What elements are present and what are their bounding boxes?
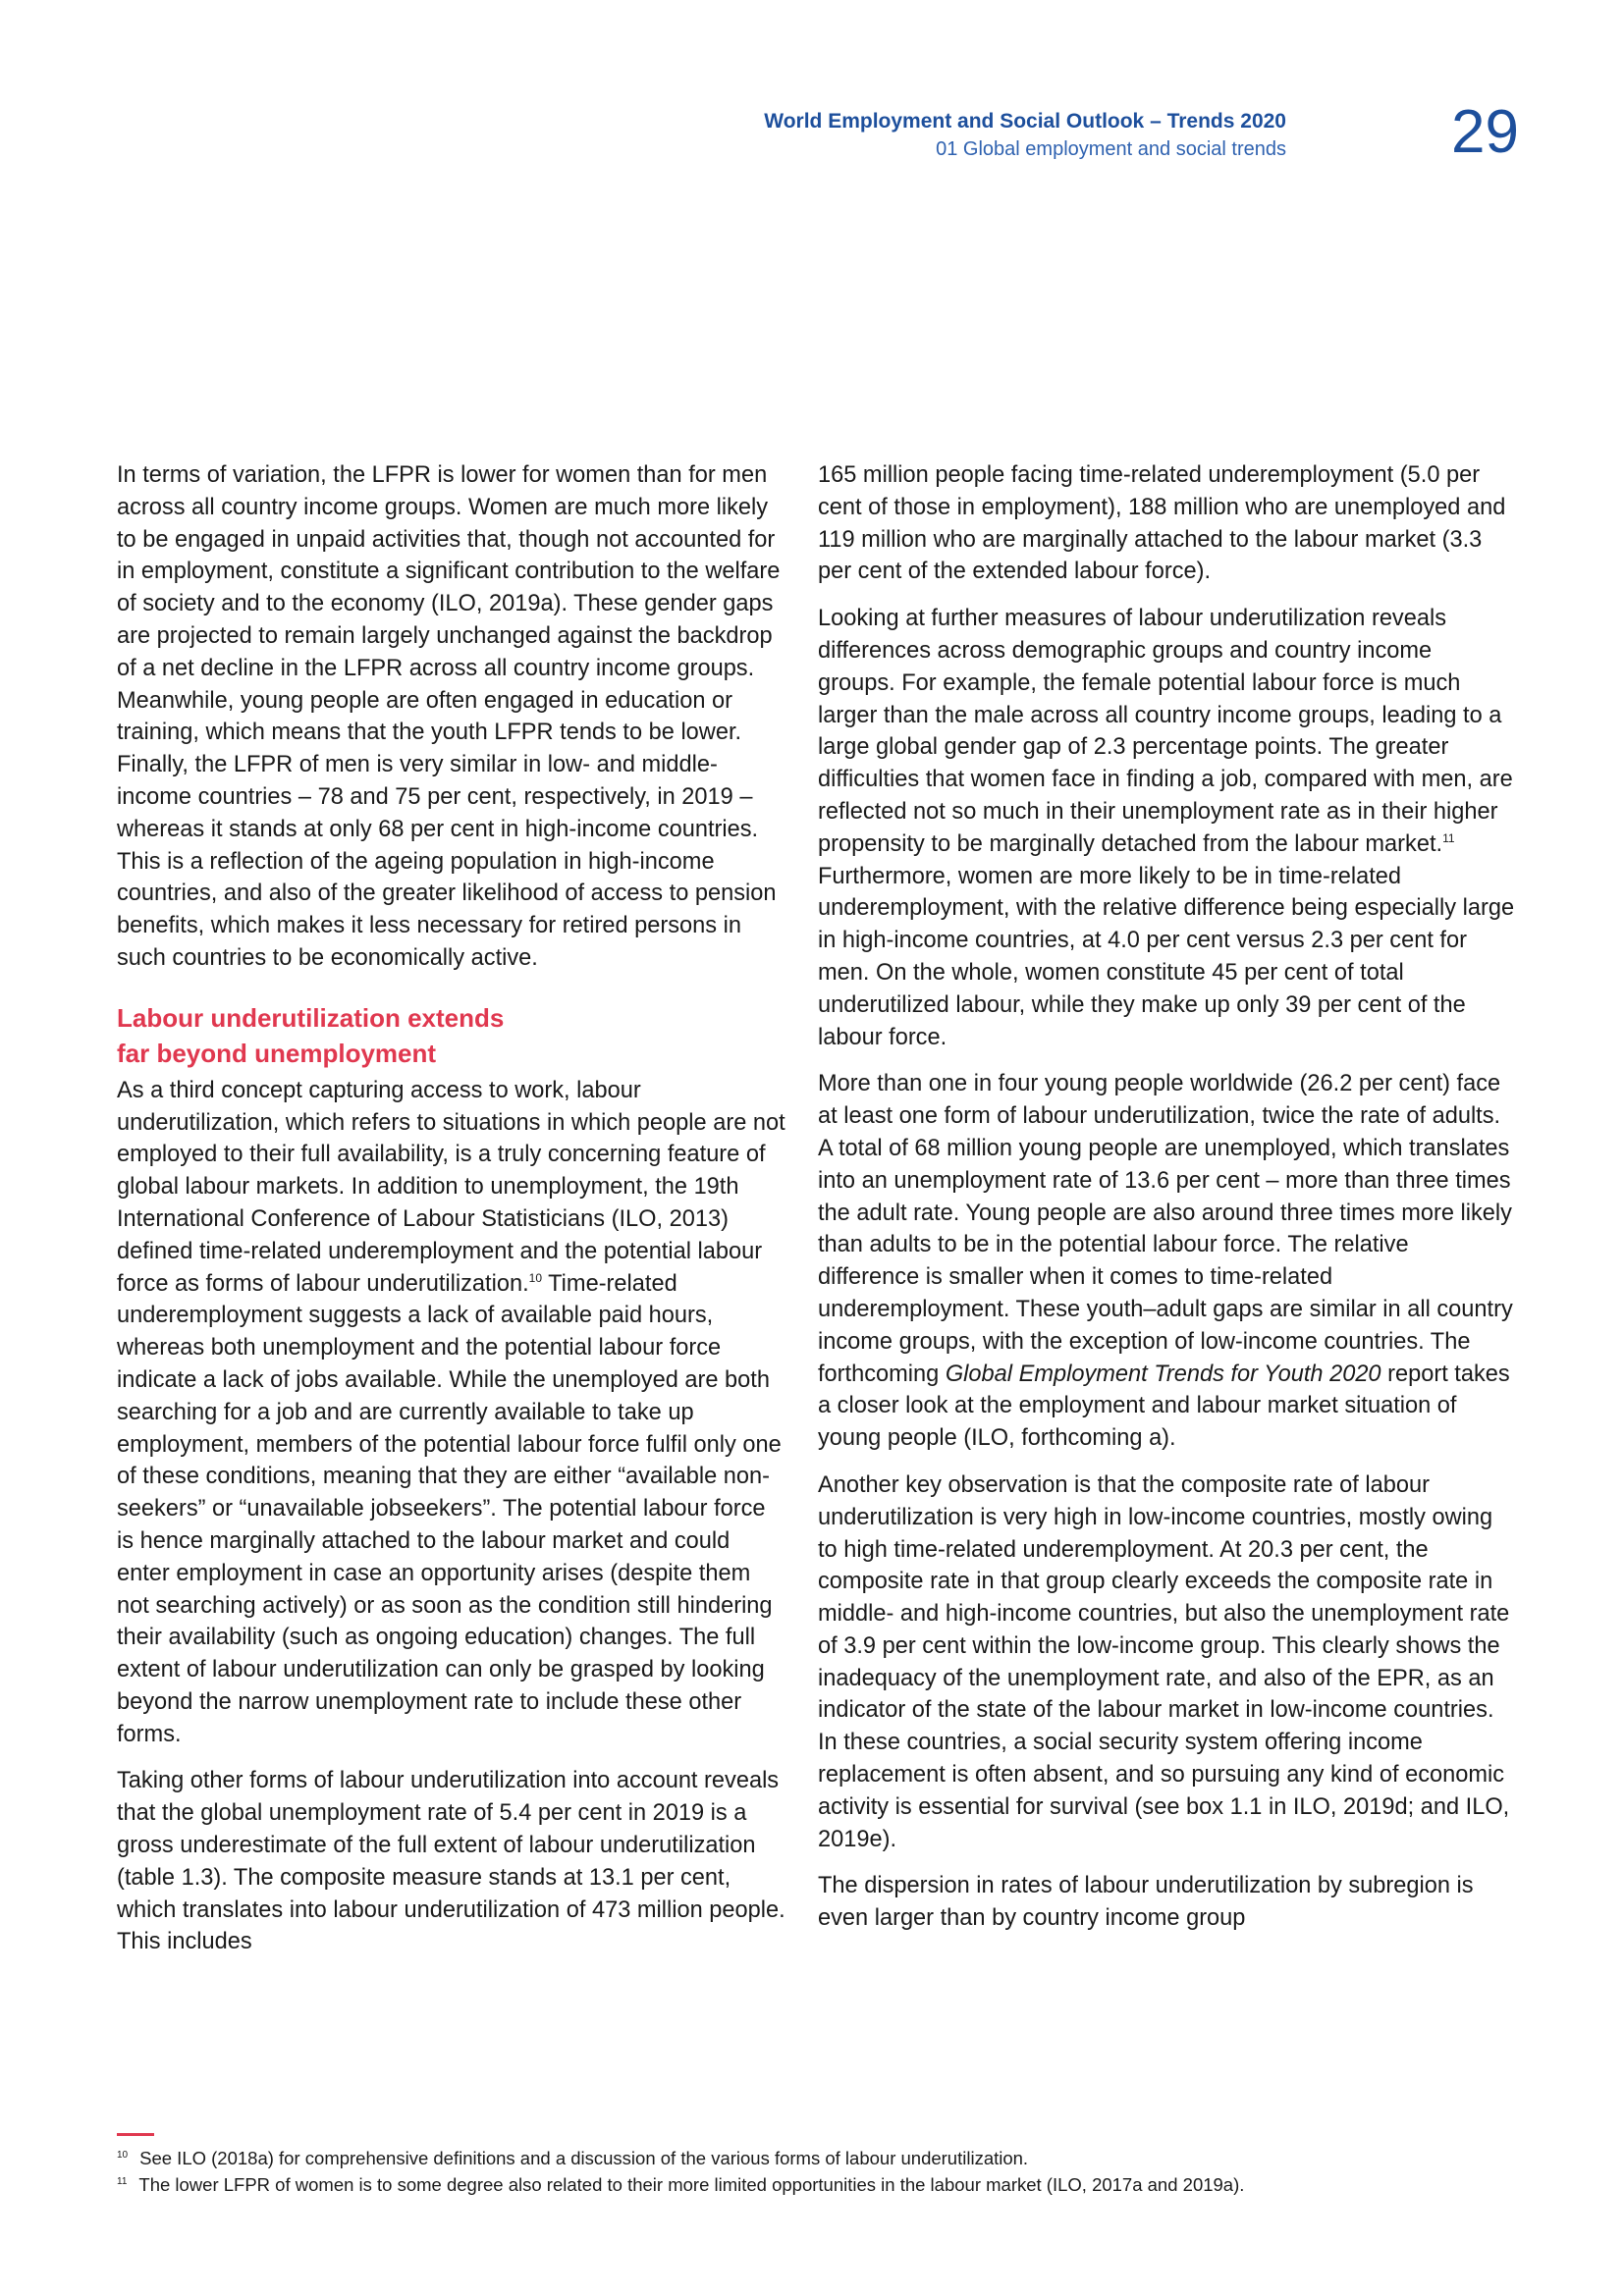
paragraph — [818, 1870, 1515, 1935]
text-run: report takes a closer look at the employment and labour market situation of young people (ILO, forthcoming a). — [818, 1361, 1510, 1452]
footnote-divider — [117, 2133, 154, 2136]
footnote-text: The lower LFPR of women is to some degree also related to their more limited opportunities in the labour market (ILO, 2017a and 2019a). — [138, 2174, 1245, 2195]
paragraph — [117, 1075, 788, 1751]
text-run: Time-related underemployment suggests a lack of available paid hours, whereas both unemployment and the potential labour force indicate a lack of jobs available. While the unemployed are both searching for a job and are currently available to take up employment, members of the potential labour force fulfil only one of these conditions, meaning that they are either “available non-seekers” or “unavailable jobseekers”. The potential labour force is hence marginally attached to the labour market and could enter employment in case an opportunity arises (despite them not searching actively) or as soon as the condition still hindering their availability (such as ongoing education) changes. The full extent of labour underutilization can only be grasped by looking beyond the narrow unemployment rate to include these other forms. — [117, 1270, 782, 1747]
footnote-reference: 10 — [528, 1270, 543, 1285]
footnote-reference: 11 — [1442, 830, 1455, 845]
paragraph — [117, 459, 788, 975]
paragraph — [818, 603, 1515, 1053]
paragraph — [117, 1765, 788, 1958]
footnote-10 — [117, 2146, 1028, 2171]
text-run: Taking other forms of labour underutilization into account reveals that the global unemployment rate of 5.4 per cent in 2019 is a gross underestimate of the full extent of labour underutilization (table 1.3). The composite measure stands at 13.1 per cent, which translates into labour underutilization of 473 million people. This includes — [117, 1768, 785, 1955]
text-run: far beyond unemployment — [117, 1038, 437, 1068]
paragraph — [818, 459, 1515, 588]
text-run: More than one in four young people worldwide (26.2 per cent) face at least one form of labour underutilization, twice the rate of adults. A total of 68 million young people are unemployed, which translates into an unemployment rate of 13.6 per cent – more than three times the adult rate. Young people are also around three times more likely than adults to be in the potential labour force. The relative difference is smaller when it comes to time-related underemployment. These youth–adult gaps are similar in all country income groups, with the exception of low-income countries. The forthcoming — [818, 1071, 1513, 1387]
chapter-title: 01 Global employment and social trends — [936, 138, 1286, 160]
footnote-number: 11 — [117, 2175, 128, 2187]
italic-title: Global Employment Trends for Youth 2020 — [945, 1361, 1381, 1387]
text-run: Labour underutilization extends — [117, 1002, 505, 1033]
footnote-text: See ILO (2018a) for comprehensive definitions and a discussion of the various forms of labour underutilization. — [139, 2148, 1029, 2168]
text-run: Furthermore, women are more likely to be in time-related underemployment, with the relative difference being especially large in high-income countries, at 4.0 per cent versus 2.3 per cent for men. On the whole, women constitute 45 per cent of total underutilized labour, while they make up only 39 per cent of the labour force. — [818, 863, 1515, 1050]
text-run: 165 million people facing time-related underemployment (5.0 per cent of those in employment), 188 million who are unemployed and 119 million who are marginally attached to the labour market (3.3 per cent of the extended labour force). — [818, 462, 1506, 585]
section-heading — [117, 1000, 788, 1071]
text-run: Looking at further measures of labour underutilization reveals differences across demographic groups and country income groups. For example, the female potential labour force is much larger than the male across all country income groups, leading to a large global gender gap of 2.3 percentage points. The greater difficulties that women face in finding a job, compared with men, are reflected not so much in their unemployment rate as in their higher propensity to be marginally detached from the labour market. — [818, 606, 1513, 857]
text-run: As a third concept capturing access to work, labour underutilization, which refers to situations in which people are not employed to their full availability, is a truly concerning feature of global labour markets. In addition to unemployment, the 19th International Conference of Labour Statisticians (ILO, 2013) defined time-related underemployment and the potential labour force as forms of labour underutilization. — [117, 1077, 785, 1297]
right-column — [818, 459, 1515, 1949]
footnote-11 — [117, 2172, 1244, 2198]
paragraph — [818, 1068, 1515, 1455]
text-run: Another key observation is that the composite rate of labour underutilization is very high in low-income countries, mostly owing to high time-related underemployment. At 20.3 per cent, the composite rate in that group clearly exceeds the composite rate in middle- and high-income countries, but also the unemployment rate of 3.9 per cent within the low-income group. This clearly shows the inadequacy of the unemployment rate, and also of the EPR, as an indicator of the state of the labour market in low-income countries. In these countries, a social security system offering income replacement is often absent, and so pursuing any kind of economic activity is essential for survival (see box 1.1 in ILO, 2019d; and ILO, 2019e). — [818, 1471, 1510, 1852]
text-run: In terms of variation, the LFPR is lower for women than for men across all country income groups. Women are much more likely to be engaged in unpaid activities that, though not accounted for in employment, constitute a significant contribution to the welfare of society and to the economy (ILO, 2019a). These gender gaps are projected to remain largely unchanged against the backdrop of a net decline in the LFPR across all country income groups. Meanwhile, young people are often engaged in education or training, which means that the youth LFPR tends to be lower. Finally, the LFPR of men is very similar in low- and middle-income countries – 78 and 75 per cent, respectively, in 2019 – whereas it stands at only 68 per cent in high-income countries. This is a reflection of the ageing population in high-income countries, and also of the greater likelihood of access to pension benefits, which makes it less necessary for retired persons in such countries to be economically active. — [117, 462, 781, 971]
text-run: The dispersion in rates of labour underutilization by subregion is even larger than by country income group — [818, 1873, 1474, 1932]
footnote-number: 10 — [117, 2149, 129, 2161]
running-header — [764, 108, 1286, 163]
left-column — [117, 459, 788, 1973]
page-number: 29 — [1451, 98, 1519, 166]
publication-title: World Employment and Social Outlook – Trends 2020 — [764, 110, 1286, 133]
paragraph — [818, 1469, 1515, 1856]
